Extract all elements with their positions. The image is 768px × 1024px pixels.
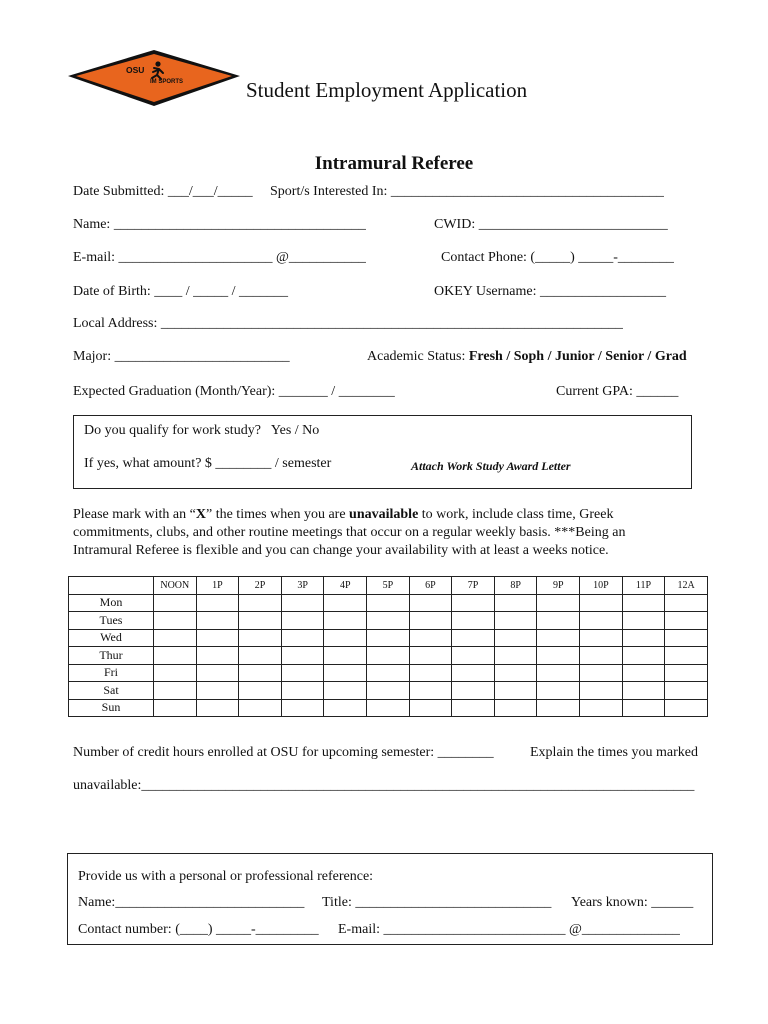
availability-cell[interactable] xyxy=(324,629,367,647)
time-header-cell: 5P xyxy=(367,577,410,595)
day-row xyxy=(69,594,708,612)
academic-status-options[interactable]: Fresh / Soph / Junior / Senior / Grad xyxy=(468,349,687,364)
availability-cell[interactable] xyxy=(409,612,452,630)
availability-cell[interactable] xyxy=(452,682,495,700)
availability-cell[interactable] xyxy=(452,594,495,612)
availability-cell[interactable] xyxy=(196,612,239,630)
cwid-field[interactable]: CWID: ___________________________ xyxy=(434,217,668,232)
reference-contact-number-field[interactable]: Contact number: (____) _____-_________ xyxy=(78,922,319,937)
availability-cell[interactable] xyxy=(537,612,580,630)
availability-cell[interactable] xyxy=(665,612,708,630)
availability-cell[interactable] xyxy=(196,682,239,700)
date-submitted-field[interactable]: Date Submitted: ___/___/_____ xyxy=(73,184,253,199)
reference-years-known-field[interactable]: Years known: ______ xyxy=(571,895,694,910)
availability-cell[interactable] xyxy=(367,629,410,647)
day-row xyxy=(69,664,708,682)
availability-cell[interactable] xyxy=(409,594,452,612)
availability-cell[interactable] xyxy=(580,699,623,717)
availability-cell[interactable] xyxy=(367,699,410,717)
availability-cell[interactable] xyxy=(196,629,239,647)
day-row xyxy=(69,699,708,717)
availability-cell[interactable] xyxy=(281,699,324,717)
availability-cell[interactable] xyxy=(494,612,537,630)
major-field[interactable]: Major: _________________________ xyxy=(73,349,290,364)
availability-cell[interactable] xyxy=(580,664,623,682)
day-row xyxy=(69,629,708,647)
availability-cell[interactable] xyxy=(665,664,708,682)
availability-instructions: Please mark with an “X” the times when you are unavailable to work, include class time, Greek commitments, clubs, and other routine meetings that occur on a regular weekly basis. ***Being an Intramural Referee is flexible and you can change your availability with at least a weeks notice. xyxy=(73,507,626,558)
name-field[interactable]: Name: ____________________________________ xyxy=(73,217,366,232)
availability-cell[interactable] xyxy=(409,682,452,700)
logo-text-osu: OSU xyxy=(126,65,145,75)
availability-cell[interactable] xyxy=(537,682,580,700)
availability-cell[interactable] xyxy=(154,629,197,647)
availability-cell[interactable] xyxy=(580,647,623,665)
availability-cell[interactable] xyxy=(665,647,708,665)
availability-cell[interactable] xyxy=(452,647,495,665)
availability-cell[interactable] xyxy=(281,682,324,700)
availability-cell[interactable] xyxy=(239,594,282,612)
availability-cell[interactable] xyxy=(537,629,580,647)
availability-cell[interactable] xyxy=(494,629,537,647)
availability-cell[interactable] xyxy=(196,699,239,717)
availability-cell[interactable] xyxy=(324,594,367,612)
day-label-cell: Sat xyxy=(69,682,154,700)
logo-text-im-sports: IM SPORTS xyxy=(150,79,184,85)
day-label-cell: Sun xyxy=(69,699,154,717)
time-header-cell: 4P xyxy=(324,577,367,595)
availability-cell[interactable] xyxy=(196,664,239,682)
okey-username-field[interactable]: OKEY Username: __________________ xyxy=(434,284,667,299)
availability-cell[interactable] xyxy=(537,699,580,717)
availability-cell[interactable] xyxy=(324,664,367,682)
availability-cell[interactable] xyxy=(452,699,495,717)
day-row xyxy=(69,612,708,630)
availability-cell[interactable] xyxy=(154,664,197,682)
availability-cell[interactable] xyxy=(537,647,580,665)
time-header-cell: 3P xyxy=(281,577,324,595)
availability-cell[interactable] xyxy=(154,699,197,717)
availability-cell[interactable] xyxy=(409,664,452,682)
availability-cell[interactable] xyxy=(239,699,282,717)
availability-cell[interactable] xyxy=(580,594,623,612)
availability-cell[interactable] xyxy=(622,647,665,665)
time-header-cell: 8P xyxy=(494,577,537,595)
work-study-amount-field[interactable]: If yes, what amount? $ ________ / semester xyxy=(84,456,332,471)
email-field[interactable]: E-mail: ______________________ @___________ xyxy=(73,250,366,265)
availability-cell[interactable] xyxy=(324,682,367,700)
availability-cell[interactable] xyxy=(452,664,495,682)
academic-status-label: Academic Status: xyxy=(367,349,469,364)
availability-cell[interactable] xyxy=(154,682,197,700)
sports-interested-field[interactable]: Sport/s Interested In: _______________________________________ xyxy=(270,184,664,199)
availability-cell[interactable] xyxy=(367,647,410,665)
availability-cell[interactable] xyxy=(281,629,324,647)
explain-times-label: Explain the times you marked xyxy=(530,745,698,760)
time-header-cell: 7P xyxy=(452,577,495,595)
reference-heading: Provide us with a personal or professional reference: xyxy=(78,869,374,884)
day-label-cell: Mon xyxy=(69,594,154,612)
unavailable-explanation-field[interactable]: unavailable:_______________________________________________________________________________ xyxy=(73,778,695,793)
time-header-cell: 10P xyxy=(580,577,623,595)
reference-name-field[interactable]: Name:___________________________ xyxy=(78,895,305,910)
time-header-cell: 2P xyxy=(239,577,282,595)
attach-award-letter-note: Attach Work Study Award Letter xyxy=(411,459,571,473)
time-header-cell: 11P xyxy=(622,577,665,595)
availability-cell[interactable] xyxy=(239,682,282,700)
availability-cell[interactable] xyxy=(239,612,282,630)
page-subtitle: Intramural Referee xyxy=(314,153,474,174)
availability-cell[interactable] xyxy=(580,612,623,630)
availability-cell[interactable] xyxy=(580,629,623,647)
availability-cell[interactable] xyxy=(324,612,367,630)
time-header-cell: NOON xyxy=(154,577,197,595)
osu-im-sports-logo xyxy=(66,48,242,110)
availability-cell[interactable] xyxy=(367,682,410,700)
availability-cell[interactable] xyxy=(239,629,282,647)
availability-cell[interactable] xyxy=(239,664,282,682)
time-header-cell: 12A xyxy=(665,577,708,595)
availability-cell[interactable] xyxy=(622,594,665,612)
grid-corner-cell xyxy=(69,577,154,595)
local-address-field[interactable]: Local Address: __________________________________________________________________ xyxy=(73,316,623,331)
availability-cell[interactable] xyxy=(494,699,537,717)
availability-cell[interactable] xyxy=(154,612,197,630)
availability-cell[interactable] xyxy=(409,629,452,647)
reference-title-field[interactable]: Title: ____________________________ xyxy=(322,895,552,910)
time-header-cell: 1P xyxy=(196,577,239,595)
day-label-cell: Wed xyxy=(69,629,154,647)
availability-cell[interactable] xyxy=(281,594,324,612)
availability-cell[interactable] xyxy=(665,594,708,612)
availability-cell[interactable] xyxy=(409,699,452,717)
availability-cell[interactable] xyxy=(622,612,665,630)
availability-cell[interactable] xyxy=(196,647,239,665)
reference-email-field[interactable]: E-mail: __________________________ @______________ xyxy=(338,922,680,937)
availability-cell[interactable] xyxy=(154,594,197,612)
availability-cell[interactable] xyxy=(537,664,580,682)
page-title: Student Employment Application xyxy=(246,78,528,102)
day-label-cell: Fri xyxy=(69,664,154,682)
availability-cell[interactable] xyxy=(281,664,324,682)
availability-cell[interactable] xyxy=(537,594,580,612)
date-of-birth-field[interactable]: Date of Birth: ____ / _____ / _______ xyxy=(73,284,289,299)
availability-cell[interactable] xyxy=(494,594,537,612)
availability-cell[interactable] xyxy=(665,682,708,700)
credit-hours-field[interactable]: Number of credit hours enrolled at OSU for upcoming semester: ________ xyxy=(73,745,494,760)
availability-cell[interactable] xyxy=(622,664,665,682)
day-label-cell: Tues xyxy=(69,612,154,630)
availability-grid xyxy=(68,576,708,717)
work-study-question[interactable]: Do you qualify for work study? Yes / No xyxy=(84,423,320,438)
availability-cell[interactable] xyxy=(622,699,665,717)
availability-cell[interactable] xyxy=(494,682,537,700)
availability-cell[interactable] xyxy=(367,594,410,612)
availability-cell[interactable] xyxy=(622,629,665,647)
time-header-cell: 6P xyxy=(409,577,452,595)
availability-cell[interactable] xyxy=(580,682,623,700)
availability-cell[interactable] xyxy=(324,647,367,665)
work-study-box xyxy=(73,415,692,489)
availability-cell[interactable] xyxy=(367,664,410,682)
day-row xyxy=(69,682,708,700)
time-header-cell: 9P xyxy=(537,577,580,595)
availability-cell[interactable] xyxy=(281,647,324,665)
availability-cell[interactable] xyxy=(452,612,495,630)
availability-cell[interactable] xyxy=(154,647,197,665)
day-label-cell: Thur xyxy=(69,647,154,665)
availability-cell[interactable] xyxy=(622,682,665,700)
academic-status-field[interactable] xyxy=(367,349,687,365)
availability-cell[interactable] xyxy=(494,647,537,665)
availability-cell[interactable] xyxy=(281,612,324,630)
availability-cell[interactable] xyxy=(239,647,282,665)
availability-cell[interactable] xyxy=(452,629,495,647)
availability-cell[interactable] xyxy=(494,664,537,682)
availability-cell[interactable] xyxy=(367,612,410,630)
availability-cell[interactable] xyxy=(409,647,452,665)
contact-phone-field[interactable]: Contact Phone: (_____) _____-________ xyxy=(441,250,674,265)
expected-graduation-field[interactable]: Expected Graduation (Month/Year): _______ / ________ xyxy=(73,384,395,399)
current-gpa-field[interactable]: Current GPA: ______ xyxy=(556,384,679,399)
availability-cell[interactable] xyxy=(196,594,239,612)
reference-box xyxy=(67,853,713,945)
availability-cell[interactable] xyxy=(665,629,708,647)
availability-cell[interactable] xyxy=(665,699,708,717)
day-row xyxy=(69,647,708,665)
availability-cell[interactable] xyxy=(324,699,367,717)
